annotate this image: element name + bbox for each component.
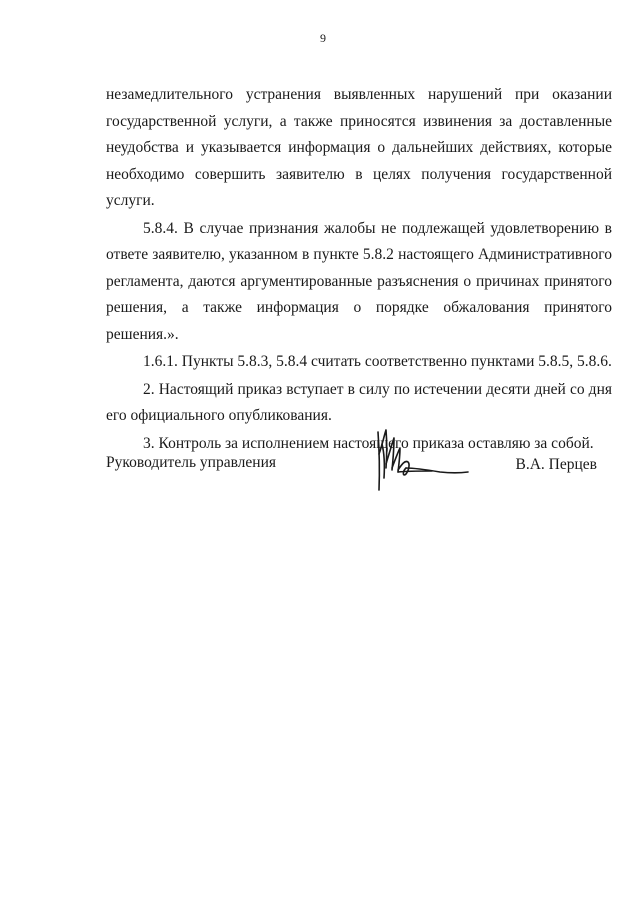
paragraph-5-8-4: 5.8.4. В случае признания жалобы не подлежащей удовлетворению в ответе заявителю, указанном в пункте 5.8.2 настоящего Административного регламента, даются аргументированные разъяснения о причинах принятого решения, а также информация о порядке обжалования принятого решения.». xyxy=(106,219,612,343)
paragraph-continuation: незамедлительного устранения выявленных нарушений при оказании государственной услуги, а также приносятся извинения за доставленные неудобства и указывается информация о дальнейших действиях, которые необходимо совершить заявителю в целях получения государственной услуги. xyxy=(106,86,612,209)
paragraph-1-6-1: 1.6.1. Пункты 5.8.3, 5.8.4 считать соответственно пунктами 5.8.5, 5.8.6. xyxy=(143,353,612,370)
page-number: 9 xyxy=(320,31,326,45)
signature-block xyxy=(106,424,612,504)
paragraph-effective-date: 2. Настоящий приказ вступает в силу по истечении десяти дней со дня его официального опубликования. xyxy=(106,380,612,424)
signatory-name: В.А. Перцев xyxy=(515,456,597,473)
document-body xyxy=(106,82,612,457)
handwritten-signature xyxy=(368,424,472,498)
signatory-position: Руководитель управления xyxy=(106,454,277,471)
paragraph-control: 3. Контроль за исполнением настоящего приказа оставляю за собой. xyxy=(143,434,594,452)
